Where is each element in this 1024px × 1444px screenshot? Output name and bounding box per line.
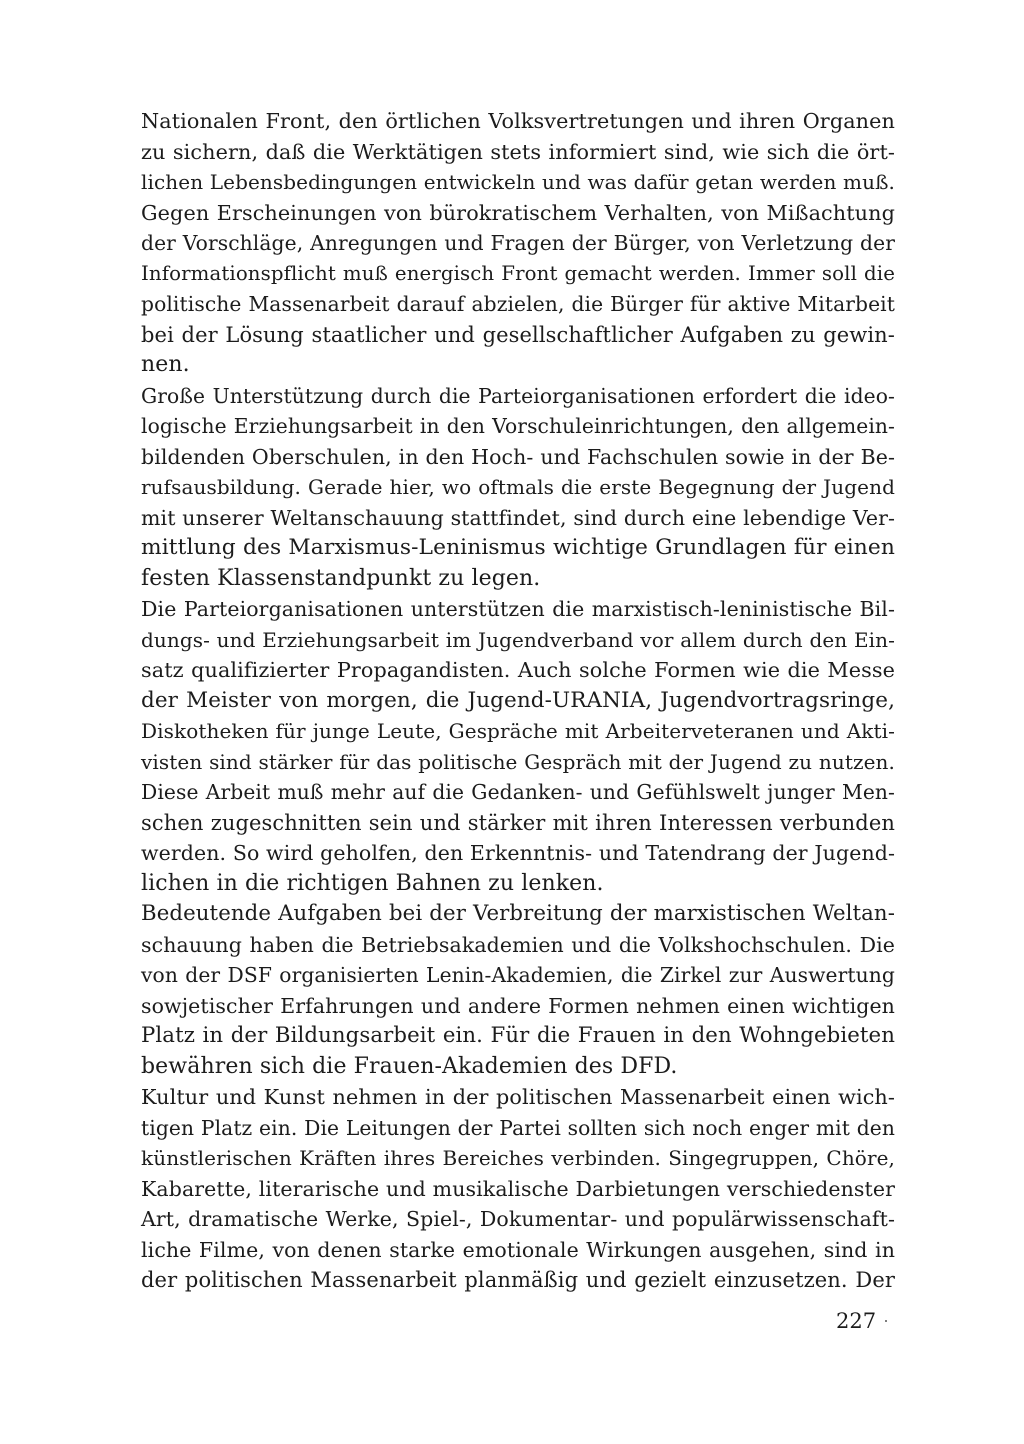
text-line: zu sichern, daß die Werktätigen stets informiert sind, wie sich die ört-: [141, 139, 895, 164]
text-line: Diskotheken für junge Leute, Gespräche mit Arbeiterveteranen und Akti-: [141, 719, 895, 743]
text-line: Gegen Erscheinungen von bürokratischem Verhalten, von Mißachtung: [141, 200, 895, 225]
text-line: bei der Lösung staatlicher und gesellschaftlicher Aufgaben zu gewin-: [141, 322, 895, 347]
text-line: Bedeutende Aufgaben bei der Verbreitung der marxistischen Weltan-: [141, 901, 895, 926]
text-line: Kabarette, literarische und musikalische Darbietungen verschiedenster: [141, 1176, 895, 1201]
text-line: nen.: [141, 352, 190, 377]
text-line: tigen Platz ein. Die Leitungen der Partei sollten sich noch enger mit den: [141, 1115, 895, 1140]
text-line: bildenden Oberschulen, in den Hoch- und Fachschulen sowie in der Be-: [141, 444, 895, 469]
text-line: visten sind stärker für das politische Gespräch mit der Jugend zu nutzen.: [141, 749, 895, 774]
text-line: schauung haben die Betriebsakademien und die Volkshochschulen. Die: [141, 932, 895, 957]
text-line: lichen in die richtigen Bahnen zu lenken.: [141, 870, 604, 896]
text-line: Informationspflicht muß energisch Front gemacht werden. Immer soll die: [141, 261, 895, 285]
text-line: Die Parteiorganisationen unterstützen die marxistisch-leninistische Bil-: [141, 597, 895, 621]
page-number: 227: [836, 1309, 877, 1333]
text-line: logische Erziehungsarbeit in den Vorschuleinrichtungen, den allgemein-: [141, 414, 895, 438]
text-line: mit unserer Weltanschauung stattfindet, sind durch eine lebendige Ver-: [141, 505, 895, 530]
text-line: künstlerischen Kräften ihres Bereiches verbinden. Singegruppen, Chöre,: [141, 1146, 895, 1170]
text-line: bewähren sich die Frauen-Akademien des DFD.: [141, 1053, 678, 1079]
text-line: der Vorschläge, Anregungen und Fragen der Bürger, von Verletzung der: [141, 231, 895, 255]
text-line: liche Filme, von denen starke emotionale Wirkungen ausgehen, sind in: [141, 1237, 895, 1262]
text-line: Große Unterstützung durch die Parteiorganisationen erfordert die ideo-: [141, 383, 895, 408]
text-line: Platz in der Bildungsarbeit ein. Für die Frauen in den Wohngebieten: [141, 1023, 895, 1048]
text-line: von der DSF organisierten Lenin-Akademien, die Zirkel zur Auswertung: [141, 963, 895, 987]
text-line: Kultur und Kunst nehmen in der politischen Massenarbeit einen wich-: [141, 1085, 895, 1109]
text-line: mittlung des Marxismus-Leninismus wichtige Grundlagen für einen: [141, 535, 895, 560]
text-line: rufsausbildung. Gerade hier, wo oftmals die erste Begegnung der Jugend: [141, 475, 895, 499]
text-line: Nationalen Front, den örtlichen Volksvertretungen und ihren Organen: [141, 109, 895, 133]
text-line: Art, dramatische Werke, Spiel-, Dokumentar- und populärwissenschaft-: [141, 1207, 895, 1231]
text-line: Diese Arbeit muß mehr auf die Gedanken- und Gefühlswelt junger Men-: [141, 780, 895, 804]
text-line: der politischen Massenarbeit planmäßig und gezielt einzusetzen. Der: [141, 1268, 895, 1292]
text-line: dungs- und Erziehungsarbeit im Jugendverband vor allem durch den Ein-: [141, 627, 895, 652]
text-line: lichen Lebensbedingungen entwickeln und was dafür getan werden muß.: [141, 170, 895, 194]
text-line: politische Massenarbeit darauf abzielen, die Bürger für aktive Mitarbeit: [141, 292, 895, 316]
text-line: satz qualifizierter Propagandisten. Auch solche Formen wie die Messe: [141, 658, 895, 682]
text-line: schen zugeschnitten sein und stärker mit ihren Interessen verbunden: [141, 810, 895, 835]
text-line: sowjetischer Erfahrungen und andere Formen nehmen einen wichtigen: [141, 993, 895, 1018]
scan-speck: [885, 1320, 887, 1322]
text-line: der Meister von morgen, die Jugend-URANIA, Jugendvortragsringe,: [141, 687, 895, 713]
text-line: festen Klassenstandpunkt zu legen.: [141, 565, 541, 591]
body-text: [141, 106, 895, 1296]
text-line: werden. So wird geholfen, den Erkenntnis- und Tatendrang der Jugend-: [141, 841, 895, 865]
